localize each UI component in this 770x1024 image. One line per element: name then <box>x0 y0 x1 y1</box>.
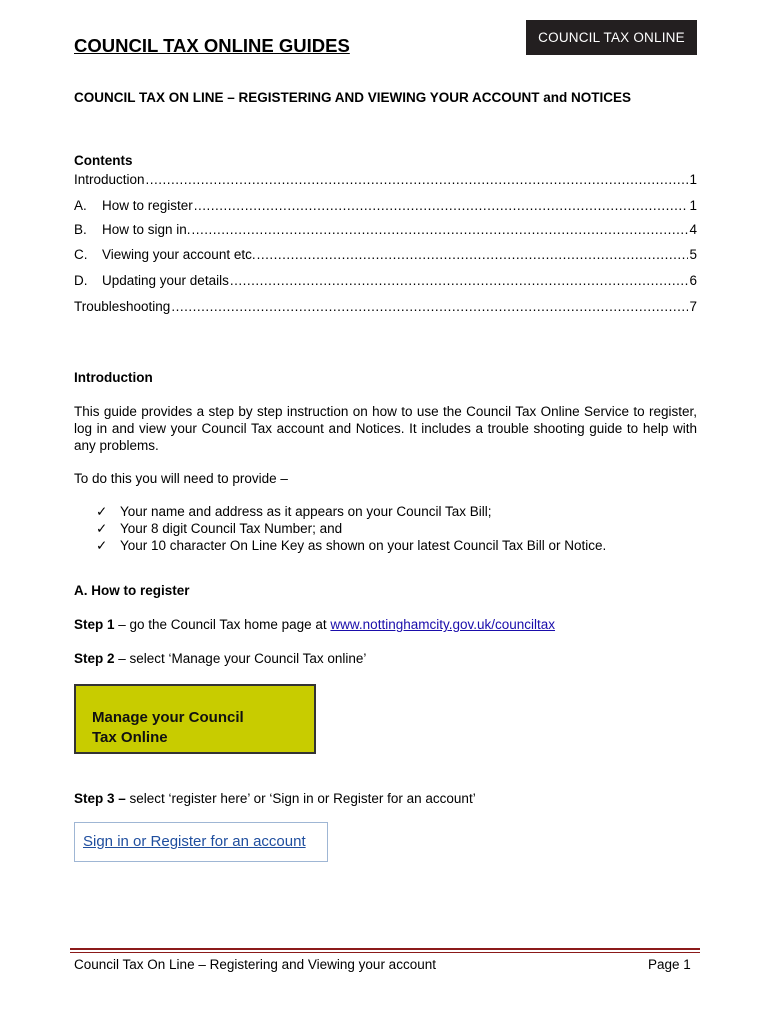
footer-rule <box>70 948 700 950</box>
checklist-item <box>96 504 491 520</box>
toc-item-viewing-account[interactable] <box>74 247 697 265</box>
sign-in-register-label: Sign in or Register for an account <box>83 833 306 850</box>
toc-item-updating-details[interactable] <box>74 273 697 291</box>
toc-item-troubleshooting[interactable] <box>74 299 697 317</box>
toc-page-number: 4 <box>689 222 697 237</box>
introduction-heading: Introduction <box>74 370 153 385</box>
manage-council-tax-button[interactable] <box>74 684 316 754</box>
toc-letter: A. <box>74 198 87 213</box>
toc-leader <box>257 247 689 262</box>
toc-letter: C. <box>74 247 88 262</box>
toc-item-introduction[interactable] <box>74 172 697 190</box>
step-label: Step 1 <box>74 617 115 632</box>
toc-page-number: 7 <box>689 299 697 314</box>
toc-leader <box>194 198 689 213</box>
toc-letter: B. <box>74 222 87 237</box>
step-1 <box>74 617 555 632</box>
step-3 <box>74 791 476 806</box>
checkmark-icon: ✓ <box>96 538 108 553</box>
checkmark-icon: ✓ <box>96 521 108 536</box>
toc-leader <box>171 299 688 314</box>
checklist-text: Your 8 digit Council Tax Number; and <box>120 521 343 536</box>
checklist-text: Your 10 character On Line Key as shown on your latest Council Tax Bill or Notice. <box>120 538 607 553</box>
checkmark-icon: ✓ <box>96 504 108 519</box>
footer-rule-thin <box>70 952 700 953</box>
toc-page-number: 1 <box>689 172 697 187</box>
toc-label: Troubleshooting <box>74 299 171 314</box>
introduction-paragraph: This guide provides a step by step instruction on how to use the Council Tax Online Service to register, log in and view your Council Tax account and Notices. It includes a trouble shooting guide to help with any problems. <box>74 404 697 453</box>
toc-label: Viewing your account etc. <box>102 247 256 262</box>
checklist-text: Your name and address as it appears on your Council Tax Bill; <box>120 504 492 519</box>
step-text: – go the Council Tax home page at <box>114 617 331 632</box>
footer-document-title: Council Tax On Line – Registering and Viewing your account <box>74 957 436 972</box>
checklist-item <box>96 521 342 537</box>
council-tax-online-badge: COUNCIL TAX ONLINE <box>526 20 697 55</box>
toc-item-how-to-register[interactable] <box>74 198 697 216</box>
step-text: select ‘register here’ or ‘Sign in or Register for an account’ <box>125 791 476 806</box>
page-title: COUNCIL TAX ONLINE GUIDES <box>74 35 350 56</box>
toc-letter: D. <box>74 273 88 288</box>
toc-leader <box>146 172 689 187</box>
toc-label: How to sign in. <box>102 222 191 237</box>
step-label: Step 3 – <box>74 791 126 806</box>
checklist-item <box>96 538 606 554</box>
council-tax-link[interactable]: www.nottinghamcity.gov.uk/counciltax <box>330 617 556 632</box>
step-label: Step 2 <box>74 651 115 666</box>
manage-button-label: Manage your Council Tax Online <box>92 709 244 746</box>
toc-leader <box>192 222 689 237</box>
toc-leader <box>230 273 689 288</box>
toc-page-number: 6 <box>689 273 697 288</box>
toc-label: How to register <box>102 198 193 213</box>
toc-label: Introduction <box>74 172 145 187</box>
contents-heading: Contents <box>74 153 133 168</box>
document-subtitle: COUNCIL TAX ON LINE – REGISTERING AND VIEWING YOUR ACCOUNT and NOTICES <box>74 90 632 105</box>
step-text: – select ‘Manage your Council Tax online’ <box>114 651 367 666</box>
how-to-register-heading: A. How to register <box>74 583 190 598</box>
toc-label: Updating your details <box>102 273 229 288</box>
step-2 <box>74 651 366 666</box>
toc-page-number: 5 <box>689 247 697 262</box>
toc-page-number: 1 <box>689 198 697 213</box>
provide-text: To do this you will need to provide – <box>74 471 288 486</box>
sign-in-register-button[interactable] <box>74 822 328 862</box>
toc-item-how-to-sign-in[interactable] <box>74 222 697 240</box>
footer-page-number: Page 1 <box>648 957 691 972</box>
